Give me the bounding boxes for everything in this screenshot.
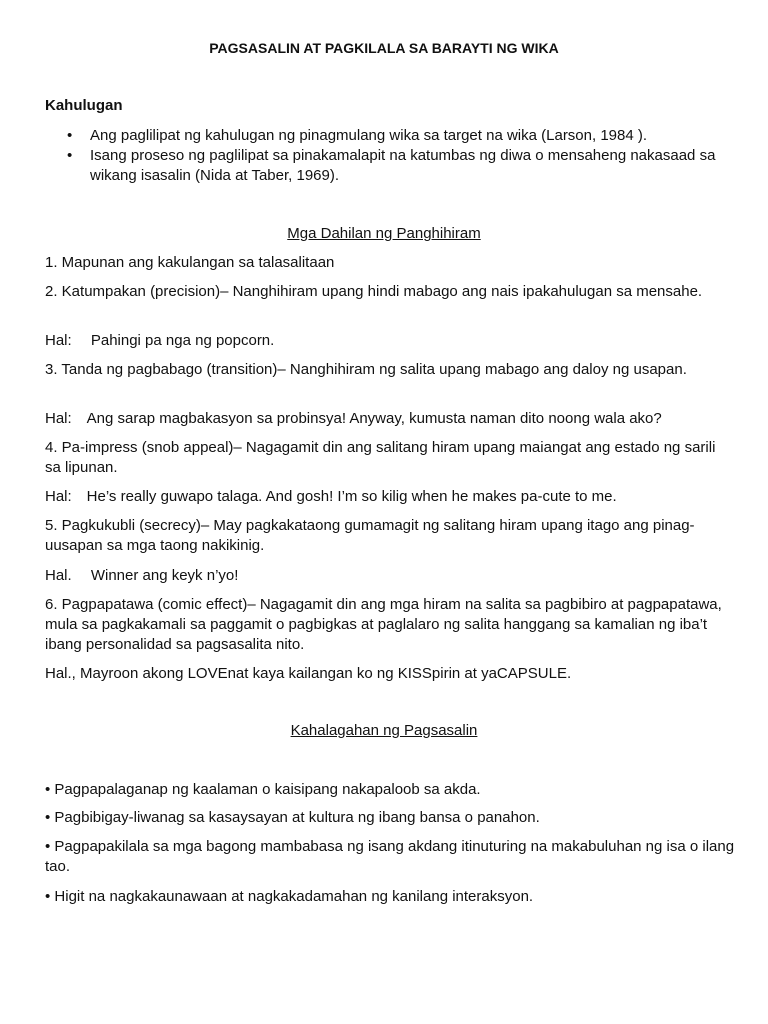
- paragraph: 5. Pagkukubli (secrecy)– May pagkakataong gumamagit ng salitang hiram upang itago ang pinag-uusapan sa mga taong nakikinig.: [45, 517, 695, 554]
- example-line: Hal. Winner ang keyk n’yo!: [45, 567, 239, 584]
- paragraph: 6. Pagpapatawa (comic effect)– Nagagamit din ang mga hiram na salita sa pagbibiro at pagpapatawa, mula sa pagkakamali sa paggamit o pagbigkas at paglalaro ng salita hanggang sa kamalian ng iba’t ibang personalidad sa pagsasalita nito.: [45, 596, 722, 653]
- kahulugan-list: [45, 126, 725, 186]
- kahulugan-heading: Kahulugan: [45, 97, 123, 114]
- list-item: • Higit na nagkakaunawaan at nagkakadamahan ng kanilang interaksyon.: [45, 888, 534, 905]
- list-item: • Ang paglilipat ng kahulugan ng pinagmulang wika sa target na wika (Larson, 1984 ).: [45, 126, 725, 146]
- list-item: • Pagpapakilala sa mga bagong mambabasa ng isang akdang itinuturing na makabuluhan ng isa o ilang tao.: [45, 838, 735, 875]
- list-item: • Pagpapalaganap ng kaalaman o kaisipang nakapaloob sa akda.: [45, 781, 481, 798]
- example-line: Hal: He’s really guwapo talaga. And gosh! I’m so kilig when he makes pa-cute to me.: [45, 488, 617, 505]
- dahilan-heading: Mga Dahilan ng Panghihiram: [287, 225, 481, 242]
- kahalagahan-heading: Kahalagahan ng Pagsasalin: [290, 722, 478, 739]
- paragraph: 1. Mapunan ang kakulangan sa talasalitaan: [45, 254, 335, 271]
- example-line: Hal., Mayroon akong LOVEnat kaya kailangan ko ng KISSpirin at yaCAPSULE.: [45, 665, 572, 682]
- paragraph: 4. Pa-impress (snob appeal)– Nagagamit din ang salitang hiram upang maiangat ang estado ng sarili sa lipunan.: [45, 439, 716, 476]
- list-item: • Isang proseso ng paglilipat sa pinakamalapit na katumbas ng diwa o mensaheng nakasaad sa wikang isasalin (Nida at Taber, 1969).: [45, 146, 725, 186]
- document-title: PAGSASALIN AT PAGKILALA SA BARAYTI NG WIKA: [209, 40, 559, 56]
- example-line: Hal: Pahingi pa nga ng popcorn.: [45, 332, 275, 349]
- paragraph: 2. Katumpakan (precision)– Nanghihiram upang hindi mabago ang nais ipakahulugan sa mensahe.: [45, 283, 703, 300]
- example-line: Hal: Ang sarap magbakasyon sa probinsya! Anyway, kumusta naman dito noong wala ako?: [45, 410, 662, 427]
- list-item: • Pagbibigay-liwanag sa kasaysayan at kultura ng ibang bansa o panahon.: [45, 809, 540, 826]
- paragraph: 3. Tanda ng pagbabago (transition)– Nanghihiram ng salita upang mabago ang daloy ng usapan.: [45, 361, 687, 378]
